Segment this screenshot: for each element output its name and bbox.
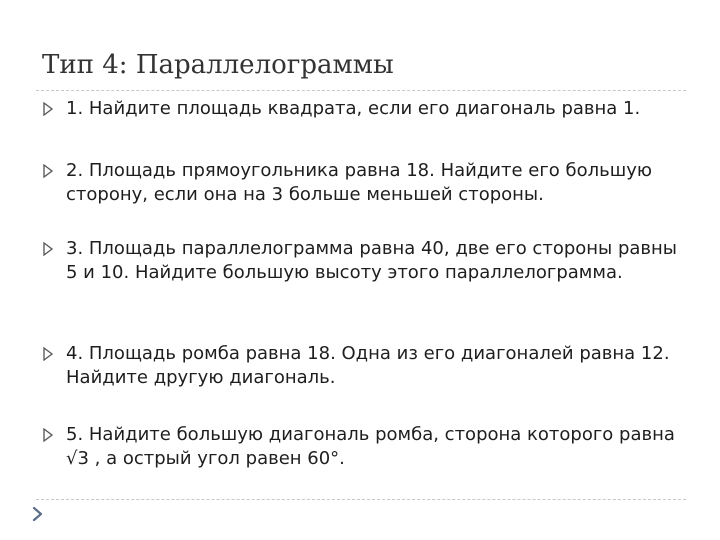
task-text: 3. Площадь параллелограмма равна 40, две его стороны равны 5 и 10. Найдите большую высоту этого параллелограмма.	[66, 238, 678, 283]
title-divider	[36, 90, 686, 91]
triangle-right-icon	[42, 428, 54, 442]
slide-title: Тип 4: Параллелограммы	[42, 50, 394, 80]
task-item-5	[42, 423, 682, 471]
triangle-right-icon	[42, 102, 54, 116]
task-item-3	[42, 237, 682, 285]
chevron-right-icon[interactable]	[30, 506, 46, 522]
triangle-right-icon	[42, 242, 54, 256]
triangle-right-icon	[42, 347, 54, 361]
task-text: 5. Найдите большую диагональ ромба, сторона которого равна √3 , а острый угол равен 60°.	[66, 424, 675, 469]
footer-divider	[36, 499, 686, 500]
triangle-right-icon	[42, 164, 54, 178]
task-item-1	[42, 97, 682, 121]
task-text: 4. Площадь ромба равна 18. Одна из его диагоналей равна 12. Найдите другую диагональ.	[66, 343, 670, 388]
task-text: 2. Площадь прямоугольника равна 18. Найдите его большую сторону, если она на 3 больше меньшей стороны.	[66, 160, 653, 205]
task-item-2	[42, 159, 682, 207]
task-text: 1. Найдите площадь квадрата, если его диагональ равна 1.	[66, 98, 641, 119]
task-item-4	[42, 342, 682, 390]
